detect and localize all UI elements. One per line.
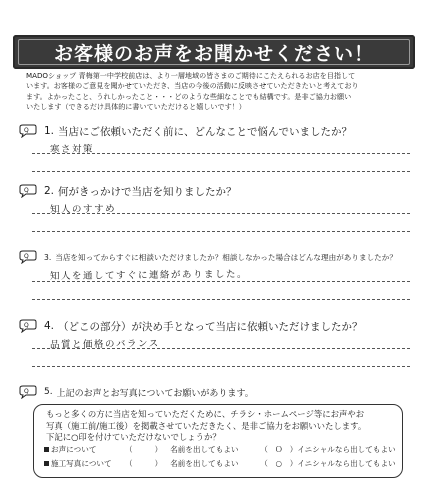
handwritten-answer: 知人のすすめ — [49, 203, 117, 216]
intro-line: います。お客様のご意見を聞かせていただき、当店の今後の活動に反映させていただきたいと考えており — [26, 81, 359, 91]
bullet-square-icon — [44, 447, 49, 452]
answer-line — [32, 153, 410, 154]
answer-area[interactable] — [32, 334, 410, 378]
speech-bubble-icon — [18, 124, 38, 138]
paren-open: （ — [125, 459, 133, 468]
svg-text:Q: Q — [24, 127, 29, 134]
initials-ok-label: イニシャルなら出してもよい — [297, 459, 396, 468]
paren-close: ） — [289, 459, 298, 468]
permission-request-text — [46, 409, 366, 444]
name-ok-label: 名前を出してもよい — [170, 445, 239, 454]
question-text: 当店を知ってからすぐに相談いただけましたか？相談しなかった場合はどんな理由がありましたか？ — [55, 252, 397, 262]
question-4 — [18, 318, 416, 378]
question-number: 2. — [44, 185, 55, 197]
answer-line — [32, 299, 410, 300]
answer-line — [32, 213, 410, 214]
intro-line: ます。よかったこと、うれしかったこと・・・どのような些細なことでも結構です。是非ご協力お願い — [26, 91, 352, 101]
svg-text:Q: Q — [24, 253, 29, 260]
speech-bubble-icon — [18, 184, 38, 198]
question-header — [18, 318, 416, 334]
handwritten-answer: 知人を通してすぐに連絡がありました。 — [49, 268, 249, 283]
paren-open: （ — [125, 445, 133, 454]
speech-bubble-icon — [18, 250, 38, 264]
answer-line — [32, 281, 410, 282]
speech-bubble-icon — [18, 319, 38, 333]
name-ok-label: 名前を出してもよい — [170, 459, 239, 468]
svg-text:Q: Q — [24, 388, 29, 395]
photo-permission-box — [33, 404, 403, 478]
question-header — [18, 123, 416, 139]
intro-paragraph — [26, 71, 412, 113]
paren-close: ） — [289, 445, 298, 454]
paren-close: ） — [154, 445, 163, 454]
title-banner — [13, 35, 415, 69]
question-number: 1. — [44, 125, 55, 137]
initials-ok-label: イニシャルなら出してもよい — [297, 445, 396, 454]
intro-line: いたします（できるだけ具体的に書いていただけると嬉しいです！） — [26, 102, 246, 112]
question-3 — [18, 249, 416, 309]
question-header — [18, 249, 416, 265]
answer-line — [32, 231, 410, 232]
initials-ok-checkbox[interactable]: ○ — [275, 459, 283, 468]
question-header — [18, 384, 416, 400]
paren-open: （ — [260, 459, 268, 468]
permission-line: 写真（施工前/施工後）を掲載させていただきたく、是非ご協力をお願いいたします。 — [46, 420, 367, 431]
question-5 — [18, 384, 416, 400]
paren-close: ） — [154, 459, 163, 468]
question-2 — [18, 183, 416, 243]
answer-line — [32, 171, 410, 172]
answer-area[interactable] — [32, 265, 410, 309]
page-title: お客様のお声をお聞かせください！ — [53, 42, 374, 65]
question-text: 上記のお声とお写真についてお願いがあります。 — [56, 388, 254, 399]
permission-row-photo — [44, 458, 396, 469]
handwritten-answer: 品質と価格のバランス — [49, 338, 160, 351]
intro-line: MADOショップ 青梅第一中学校前店は、より一層地域の皆さまのご期待にこたえられるお店を目指して — [26, 71, 356, 80]
answer-area[interactable] — [32, 199, 410, 243]
initials-ok-checkbox[interactable]: Ｏ — [274, 445, 283, 454]
paren-open: （ — [260, 445, 268, 454]
bullet-square-icon — [44, 461, 49, 466]
svg-text:Q: Q — [24, 322, 29, 329]
question-number: 3. — [44, 252, 52, 262]
question-text: 何がきっかけで当店を知りましたか？ — [58, 185, 237, 198]
handwritten-answer: 寒さ対策 — [49, 143, 95, 156]
question-header — [18, 183, 416, 199]
answer-line — [32, 366, 410, 367]
answer-line — [32, 348, 410, 349]
svg-text:Q: Q — [24, 187, 29, 194]
question-number: 5. — [44, 387, 53, 397]
question-1 — [18, 123, 416, 183]
permission-row-voice — [44, 444, 396, 455]
question-text: （どこの部分）が決め手となって当店に依頼いただけましたか？ — [58, 320, 363, 333]
title-banner-frame — [18, 39, 410, 65]
question-text: 当店にご依頼いただく前に、どんなことで悩んでいましたか？ — [58, 125, 353, 138]
permission-line: 下記に○印を付けていただけないでしょうか？ — [46, 432, 221, 442]
question-number: 4. — [44, 320, 55, 332]
answer-area[interactable] — [32, 139, 410, 183]
permission-row-label: お声について — [51, 445, 97, 454]
permission-line: もっと多くの方に当店を知っていただくために、チラシ・ホームページ等にお声やお — [46, 409, 365, 419]
permission-row-label: 施工写真について — [51, 459, 112, 468]
speech-bubble-icon — [18, 385, 38, 399]
